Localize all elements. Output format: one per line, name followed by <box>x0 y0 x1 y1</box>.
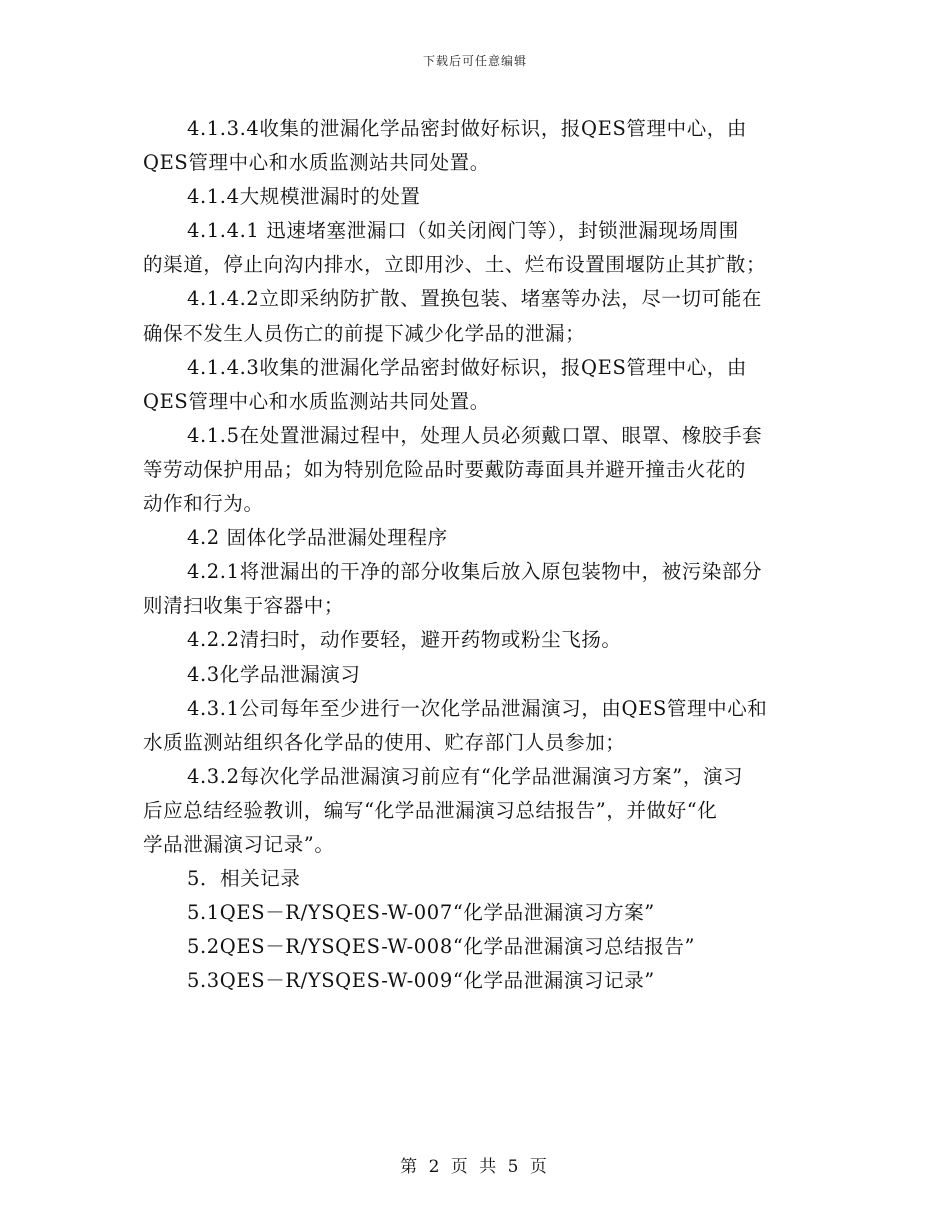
text-line: 4.1.5在处置泄漏过程中，处理人员必须戴口罩、眼罩、橡胶手套 <box>187 423 763 447</box>
text-line: 4.2 固体化学品泄漏处理程序 <box>187 526 448 550</box>
text-line: 5.1QES－R/YSQES-W-007“化学品泄漏演习方案” <box>187 901 655 925</box>
text-line: 4.3化学品泄漏演习 <box>187 662 361 686</box>
text-line: 等劳动保护用品；如为特别危险品时要戴防毒面具并避开撞击火花的 <box>143 457 747 481</box>
text-line: 4.1.3.4收集的泄漏化学品密封做好标识，报QES管理中心，由 <box>187 117 748 140</box>
text-line: 确保不发生人员伤亡的前提下减少化学品的泄漏； <box>143 321 586 345</box>
text-line: 4.2.2清扫时，动作要轻，避开药物或粉尘飞扬。 <box>187 628 622 652</box>
text-line: 学品泄漏演习记录”。 <box>143 832 335 856</box>
text-line: 4.3.2每次化学品泄漏演习前应有“化学品泄漏演习方案”，演习 <box>187 764 744 788</box>
text-line: 5.2QES－R/YSQES-W-008“化学品泄漏演习总结报告” <box>187 935 696 959</box>
text-line: 4.1.4大规模泄漏时的处置 <box>187 185 421 209</box>
text-line: 5.3QES－R/YSQES-W-009“化学品泄漏演习记录” <box>187 969 655 993</box>
text-line: 水质监测站组织各化学品的使用、贮存部门人员参加； <box>143 730 626 754</box>
document-body <box>143 112 811 998</box>
text-line: QES管理中心和水质监测站共同处置。 <box>143 389 490 413</box>
text-line: 4.2.1将泄漏出的干净的部分收集后放入原包装物中，被污染部分 <box>187 560 763 584</box>
text-line: 5．相关记录 <box>187 867 301 891</box>
page-footer: 第 2 页 共 5 页 <box>400 1157 550 1177</box>
text-line: 4.1.4.3收集的泄漏化学品密封做好标识，报QES管理中心，由 <box>187 355 748 379</box>
text-line: 4.3.1公司每年至少进行一次化学品泄漏演习，由QES管理中心和 <box>187 696 768 720</box>
text-line: 的渠道，停止向沟内排水，立即用沙、土、烂布设置围堰防止其扩散； <box>143 253 767 277</box>
text-line: 则清扫收集于容器中； <box>143 594 345 618</box>
text-line: 4.1.4.1 迅速堵塞泄漏口（如关闭阀门等），封锁泄漏现场周围 <box>187 219 739 243</box>
text-line: 4.1.4.2立即采纳防扩散、置换包装、堵塞等办法，尽一切可能在 <box>187 287 762 311</box>
text-line: 后应总结经验教训，编写“化学品泄漏演习总结报告”，并做好“化 <box>143 798 718 822</box>
page-header: 下载后可任意编辑 <box>422 54 527 68</box>
text-line: 动作和行为。 <box>143 492 264 516</box>
text-line: QES管理中心和水质监测站共同处置。 <box>143 151 490 175</box>
